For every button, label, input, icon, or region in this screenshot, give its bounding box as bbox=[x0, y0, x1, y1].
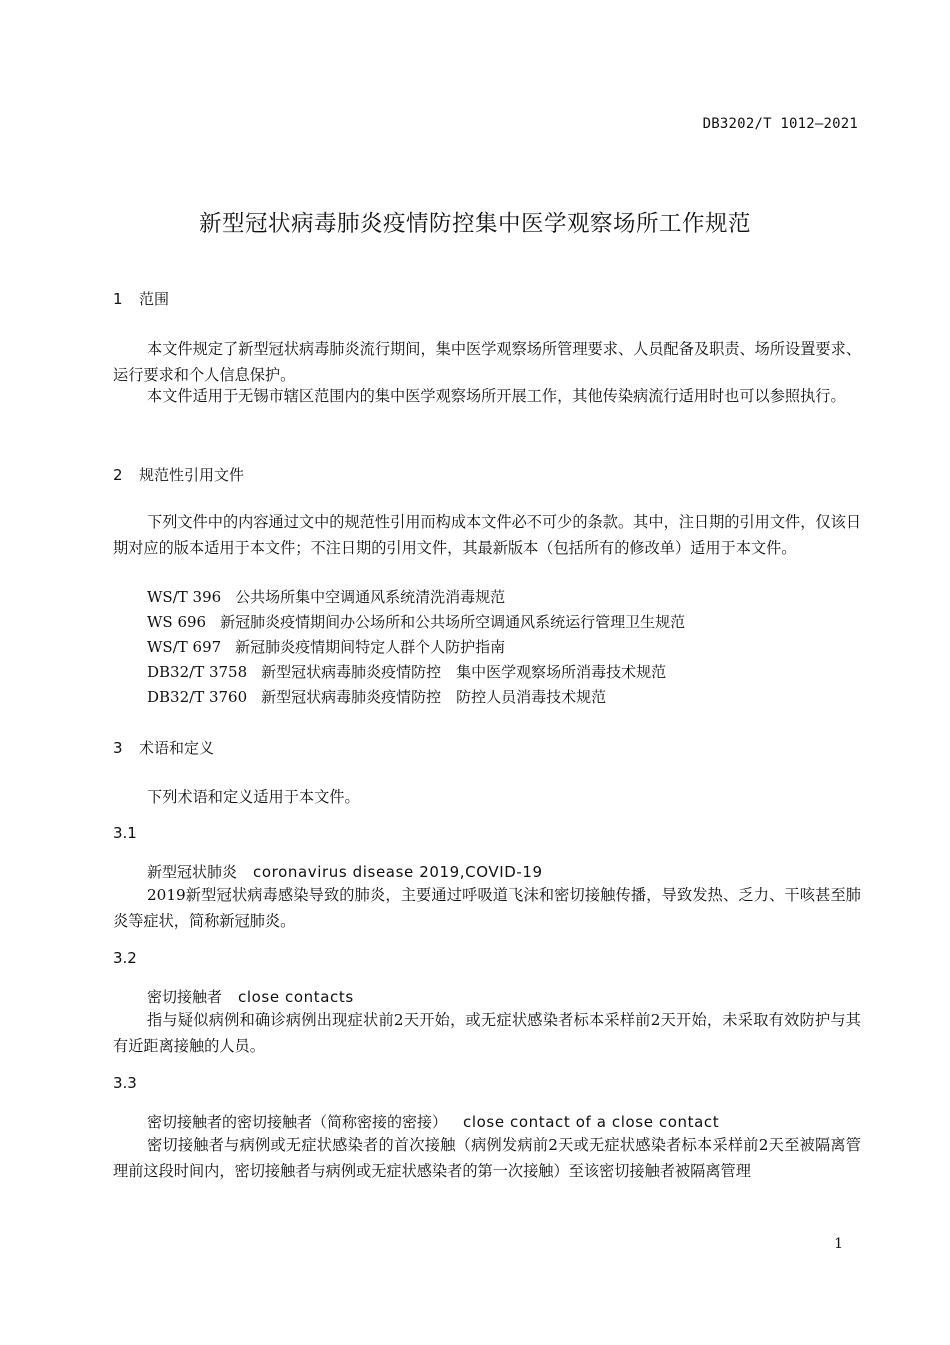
subsection-number: 3.1 bbox=[113, 824, 137, 842]
reference-code: WS 696 bbox=[147, 613, 207, 631]
reference-item bbox=[147, 636, 505, 657]
reference-item bbox=[147, 611, 685, 632]
term-title bbox=[147, 861, 543, 882]
reference-code: DB32/T 3760 bbox=[147, 688, 248, 706]
reference-name: 新冠肺炎疫情期间特定人群个人防护指南 bbox=[235, 638, 506, 656]
section-title: 规范性引用文件 bbox=[139, 466, 245, 484]
term-title bbox=[147, 1111, 719, 1132]
reference-name: 新型冠状病毒肺炎疫情防控 集中医学观察场所消毒技术规范 bbox=[261, 663, 667, 681]
reference-name: 公共场所集中空调通风系统清洗消毒规范 bbox=[235, 588, 506, 606]
reference-code: DB32/T 3758 bbox=[147, 663, 248, 681]
section-heading-normative-references bbox=[113, 464, 244, 485]
reference-name: 新型冠状病毒肺炎疫情防控 防控人员消毒技术规范 bbox=[261, 688, 607, 706]
document-code: DB3202/T 1012—2021 bbox=[702, 116, 858, 132]
subsection-number: 3.3 bbox=[113, 1074, 137, 1092]
paragraph: 本文件适用于无锡市辖区范围内的集中医学观察场所开展工作，其他传染病流行适用时也可以参照执行。 bbox=[147, 387, 846, 405]
section-title: 术语和定义 bbox=[139, 739, 215, 757]
section-number: 3 bbox=[113, 739, 123, 757]
reference-item bbox=[147, 661, 666, 682]
subsection-number: 3.2 bbox=[113, 949, 137, 967]
term-en: close contacts bbox=[238, 988, 354, 1006]
section-heading-terms-definitions bbox=[113, 737, 214, 758]
section-number: 1 bbox=[113, 290, 123, 308]
paragraph: 下列文件中的内容通过文中的规范性引用而构成本文件必不可少的条款。其中，注日期的引用文件，仅该日期对应的版本适用于本文件；不注日期的引用文件，其最新版本（包括所有的修改单）适用于本文件。 bbox=[113, 513, 861, 557]
term-zh: 新型冠状肺炎 bbox=[147, 863, 238, 881]
term-en: coronavirus disease 2019,COVID-19 bbox=[253, 863, 543, 881]
reference-code: WS/T 396 bbox=[147, 588, 222, 606]
section-number: 2 bbox=[113, 466, 123, 484]
reference-code: WS/T 697 bbox=[147, 638, 222, 656]
reference-item bbox=[147, 586, 505, 607]
section-heading-scope bbox=[113, 288, 169, 309]
term-en: close contact of a close contact bbox=[463, 1113, 720, 1131]
section-title: 范围 bbox=[139, 290, 170, 308]
paragraph: 本文件规定了新型冠状病毒肺炎流行期间，集中医学观察场所管理要求、人员配备及职责、场所设置要求、运行要求和个人信息保护。 bbox=[113, 340, 861, 384]
reference-name: 新冠肺炎疫情期间办公场所和公共场所空调通风系统运行管理卫生规范 bbox=[220, 613, 686, 631]
document-title: 新型冠状病毒肺炎疫情防控集中医学观察场所工作规范 bbox=[198, 211, 751, 237]
term-definition: 密切接触者与病例或无症状感染者的首次接触（病例发病前2天或无症状感染者标本采样前2天至被隔离管理前这段时间内，密切接触者与病例或无症状感染者的第一次接触）至该密切接触者被隔离管理 bbox=[113, 1136, 861, 1180]
term-definition: 2019新型冠状病毒感染导致的肺炎，主要通过呼吸道飞沫和密切接触传播，导致发热、乏力、干咳甚至肺炎等症状，简称新冠肺炎。 bbox=[113, 886, 861, 930]
term-title bbox=[147, 986, 354, 1007]
term-zh: 密切接触者 bbox=[147, 988, 223, 1006]
paragraph: 下列术语和定义适用于本文件。 bbox=[147, 788, 360, 806]
term-zh: 密切接触者的密切接触者（简称密接的密接） bbox=[147, 1113, 448, 1131]
term-definition: 指与疑似病例和确诊病例出现症状前2天开始，或无症状感染者标本采样前2天开始，未采取有效防护与其有近距离接触的人员。 bbox=[113, 1011, 861, 1055]
page-number: 1 bbox=[834, 1236, 843, 1252]
reference-item bbox=[147, 686, 606, 707]
